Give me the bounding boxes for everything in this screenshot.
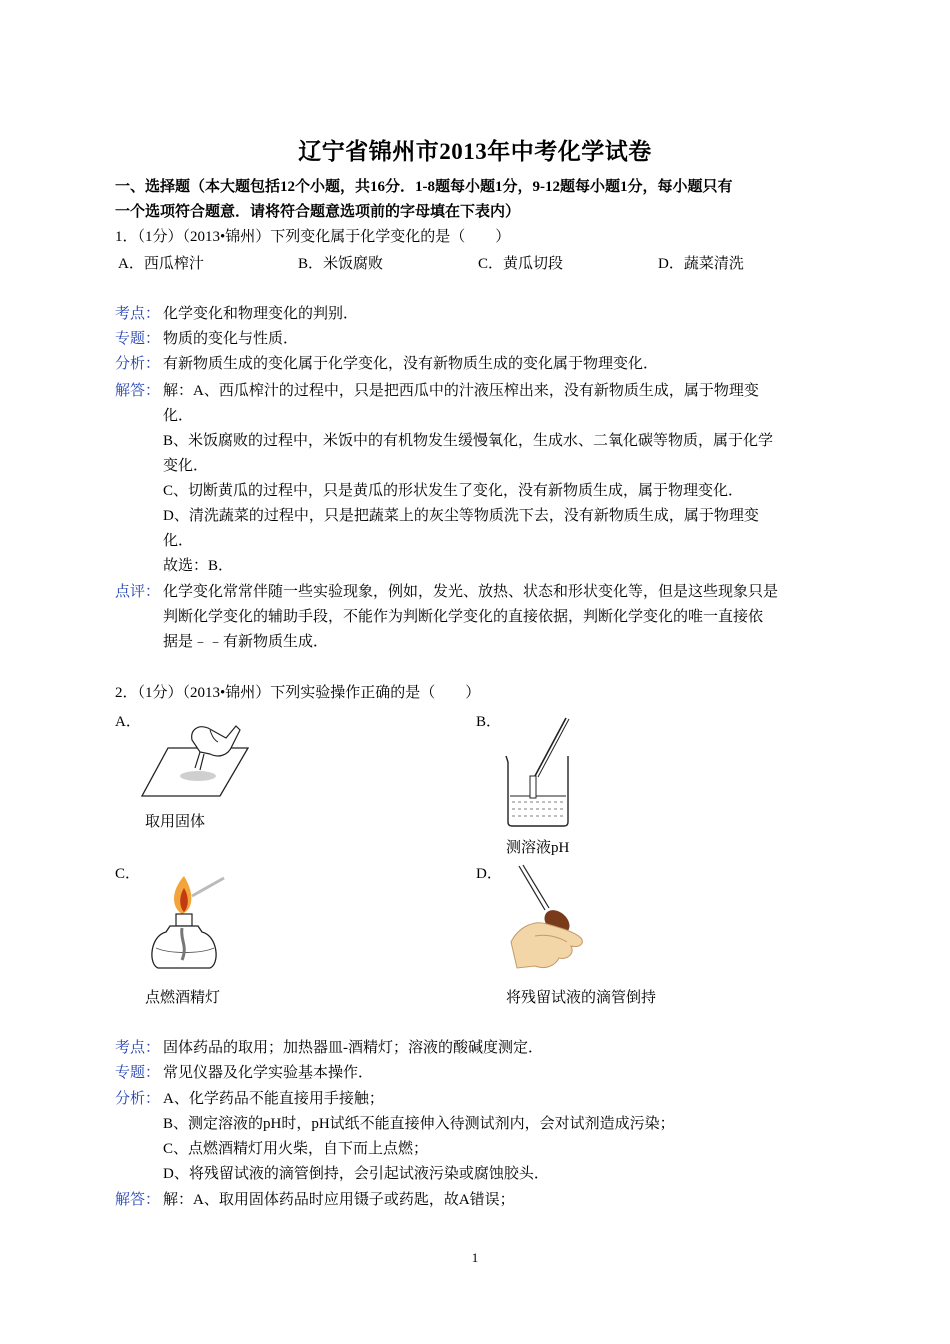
q1-option-c: C．黄瓜切段 xyxy=(478,256,564,272)
q2-jieda: 解：A、取用固体药品时应用镊子或药匙，故A错误； xyxy=(163,1192,515,1208)
q1-jieda-line: B、米饭腐败的过程中，米饭中的有机物发生缓慢氧化，生成水、二氧化碳等物质，属于化学 xyxy=(163,433,774,449)
q1-jieda-line: 化． xyxy=(163,533,194,549)
q1-jieda-line: 故选：B． xyxy=(163,558,234,574)
q2-option-d-letter: D． xyxy=(476,866,502,882)
q2-option-b-caption: 测溶液pH xyxy=(506,840,570,856)
q1-stem: 1．（1分）（2013•锦州）下列变化属于化学变化的是（ ） xyxy=(115,229,511,245)
q1-dianping-line: 据是﹣﹣有新物质生成． xyxy=(163,634,329,650)
q1-fenxi-label: 分析： xyxy=(115,356,161,372)
q2-fenxi-line: C、点燃酒精灯用火柴，自下而上点燃； xyxy=(163,1141,429,1157)
q2-option-c-letter: C． xyxy=(115,866,141,882)
q2-fenxi-line: A、化学药品不能直接用手接触； xyxy=(163,1091,384,1107)
q1-dianping-line: 化学变化常常伴随一些实验现象，例如，发光、放热、状态和形状变化等，但是这些现象只是 xyxy=(163,584,779,600)
q1-dianping-label: 点评： xyxy=(115,584,161,600)
q2-option-d-caption: 将残留试液的滴管倒持 xyxy=(506,990,657,1006)
q1-zhuanti-label: 专题： xyxy=(115,331,161,347)
q2-fenxi-label: 分析： xyxy=(115,1091,161,1107)
q1-dianping-line: 判断化学变化的辅助手段，不能作为判断化学变化的直接依据，判断化学变化的唯一直接依 xyxy=(163,609,764,625)
q1-option-d: D．蔬菜清洗 xyxy=(658,256,744,272)
section-heading-line1: 一、选择题（本大题包括12个小题，共16分．1-8题每小题1分，9-12题每小题1分，每小题只有 xyxy=(115,179,733,195)
q1-option-b: B．米饭腐败 xyxy=(298,256,384,272)
q2-zhuanti-label: 专题： xyxy=(115,1065,161,1081)
q1-jieda-label: 解答： xyxy=(115,383,161,399)
q2-fenxi-line: D、将残留试液的滴管倒持，会引起试液污染或腐蚀胶头． xyxy=(163,1166,549,1182)
q1-jieda-line: C、切断黄瓜的过程中，只是黄瓜的形状发生了变化，没有新物质生成，属于物理变化． xyxy=(163,483,744,499)
section-heading-line2: 一个选项符合题意．请将符合题意选项前的字母填在下表内） xyxy=(115,204,521,220)
q1-zhuanti: 物质的变化与性质． xyxy=(163,331,299,347)
q2-option-c-caption: 点燃酒精灯 xyxy=(145,990,221,1006)
q2-jieda-label: 解答： xyxy=(115,1192,161,1208)
q1-option-a: A．西瓜榨汁 xyxy=(118,256,204,272)
q1-jieda-line: 变化． xyxy=(163,458,209,474)
q2-kaodian-label: 考点： xyxy=(115,1040,161,1056)
q1-kaodian: 化学变化和物理变化的判别． xyxy=(163,306,359,322)
q1-jieda-line: 化． xyxy=(163,408,194,424)
q2-stem: 2．（1分）（2013•锦州）下列实验操作正确的是（ ） xyxy=(115,685,481,701)
q1-jieda-line: 解：A、西瓜榨汁的过程中，只是把西瓜中的汁液压榨出来，没有新物质生成，属于物理变 xyxy=(163,383,759,399)
page-title: 辽宁省锦州市2013年中考化学试卷 xyxy=(298,139,652,164)
q2-option-a-caption: 取用固体 xyxy=(145,814,206,830)
q1-fenxi: 有新物质生成的变化属于化学变化，没有新物质生成的变化属于物理变化． xyxy=(163,356,659,372)
page-number: 1 xyxy=(471,1250,479,1265)
q2-zhuanti: 常见仪器及化学实验基本操作． xyxy=(163,1065,374,1081)
q2-option-b-letter: B． xyxy=(476,714,502,730)
q2-kaodian: 固体药品的取用；加热器皿-酒精灯；溶液的酸碱度测定． xyxy=(163,1040,543,1056)
q2-fenxi-line: B、测定溶液的pH时，pH试纸不能直接伸入待测试剂内，会对试剂造成污染； xyxy=(163,1116,675,1132)
q1-kaodian-label: 考点： xyxy=(115,306,161,322)
take-solid-illustration xyxy=(140,718,255,803)
dropper-illustration xyxy=(505,862,595,980)
q2-option-a-letter: A． xyxy=(115,714,141,730)
alcohol-lamp-illustration xyxy=(140,870,230,975)
q1-jieda-line: D、清洗蔬菜的过程中，只是把蔬菜上的灰尘等物质洗下去，没有新物质生成，属于物理变 xyxy=(163,508,759,524)
beaker-ph-illustration xyxy=(500,714,580,832)
